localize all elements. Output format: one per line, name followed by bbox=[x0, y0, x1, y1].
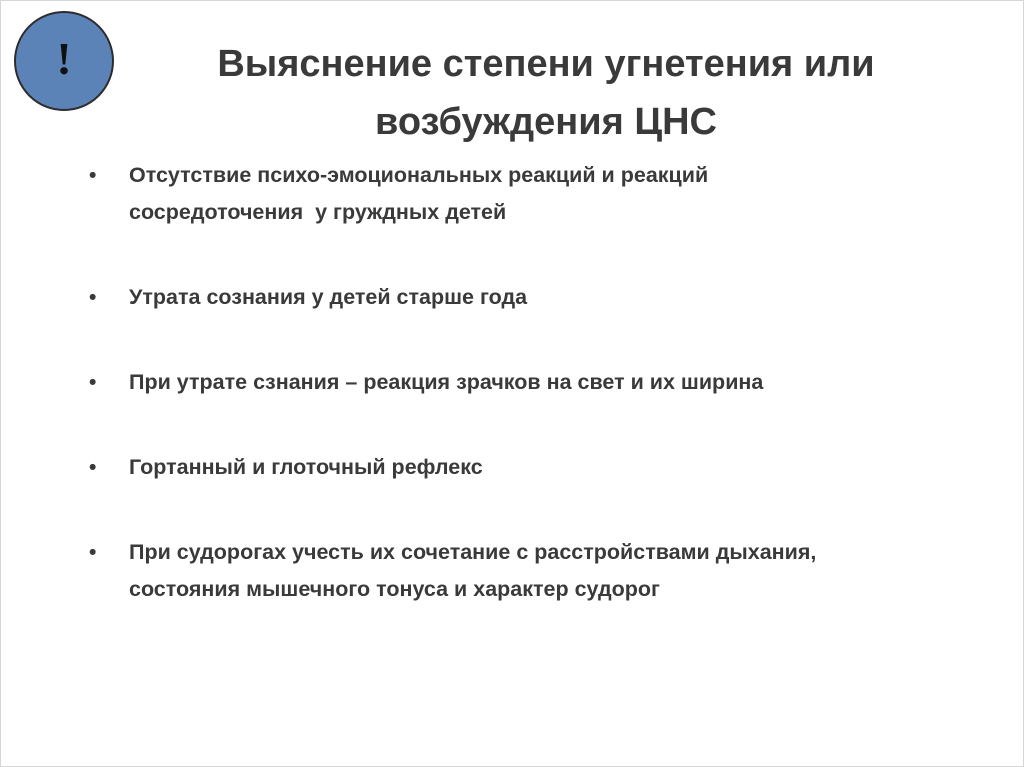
bullet-marker: • bbox=[89, 371, 97, 394]
bullet-item bbox=[89, 534, 969, 608]
bullet-text: При утрате сзнания – реакция зрачков на свет и их ширина bbox=[129, 370, 764, 394]
exclamation-icon bbox=[14, 11, 114, 111]
bullet-marker: • bbox=[89, 456, 97, 479]
exclamation-mark: ! bbox=[56, 33, 72, 84]
slide-title-line-2: возбуждения ЦНС bbox=[375, 101, 717, 143]
bullet-text: Утрата сознания у детей старше года bbox=[129, 285, 528, 309]
bullet-item bbox=[89, 449, 969, 486]
bullet-text: Гортанный и глоточный рефлекс bbox=[129, 455, 483, 479]
bullet-item bbox=[89, 157, 969, 231]
bullet-marker: • bbox=[89, 286, 97, 309]
slide-title-line-1: Выяснение степени угнетения или bbox=[217, 43, 875, 85]
bullet-list bbox=[89, 157, 969, 608]
bullet-marker: • bbox=[89, 164, 97, 187]
slide-title bbox=[151, 35, 941, 151]
bullet-marker: • bbox=[89, 541, 97, 564]
bullet-item bbox=[89, 279, 969, 316]
bullet-text: Отсутствие психо-эмоциональных реакций и реакций сосредоточения у груждных детей bbox=[129, 163, 709, 224]
bullet-item bbox=[89, 364, 969, 401]
bullet-text: При судорогах учесть их сочетание с расстройствами дыхания, состояния мышечного тонуса и характер судорог bbox=[129, 540, 817, 601]
